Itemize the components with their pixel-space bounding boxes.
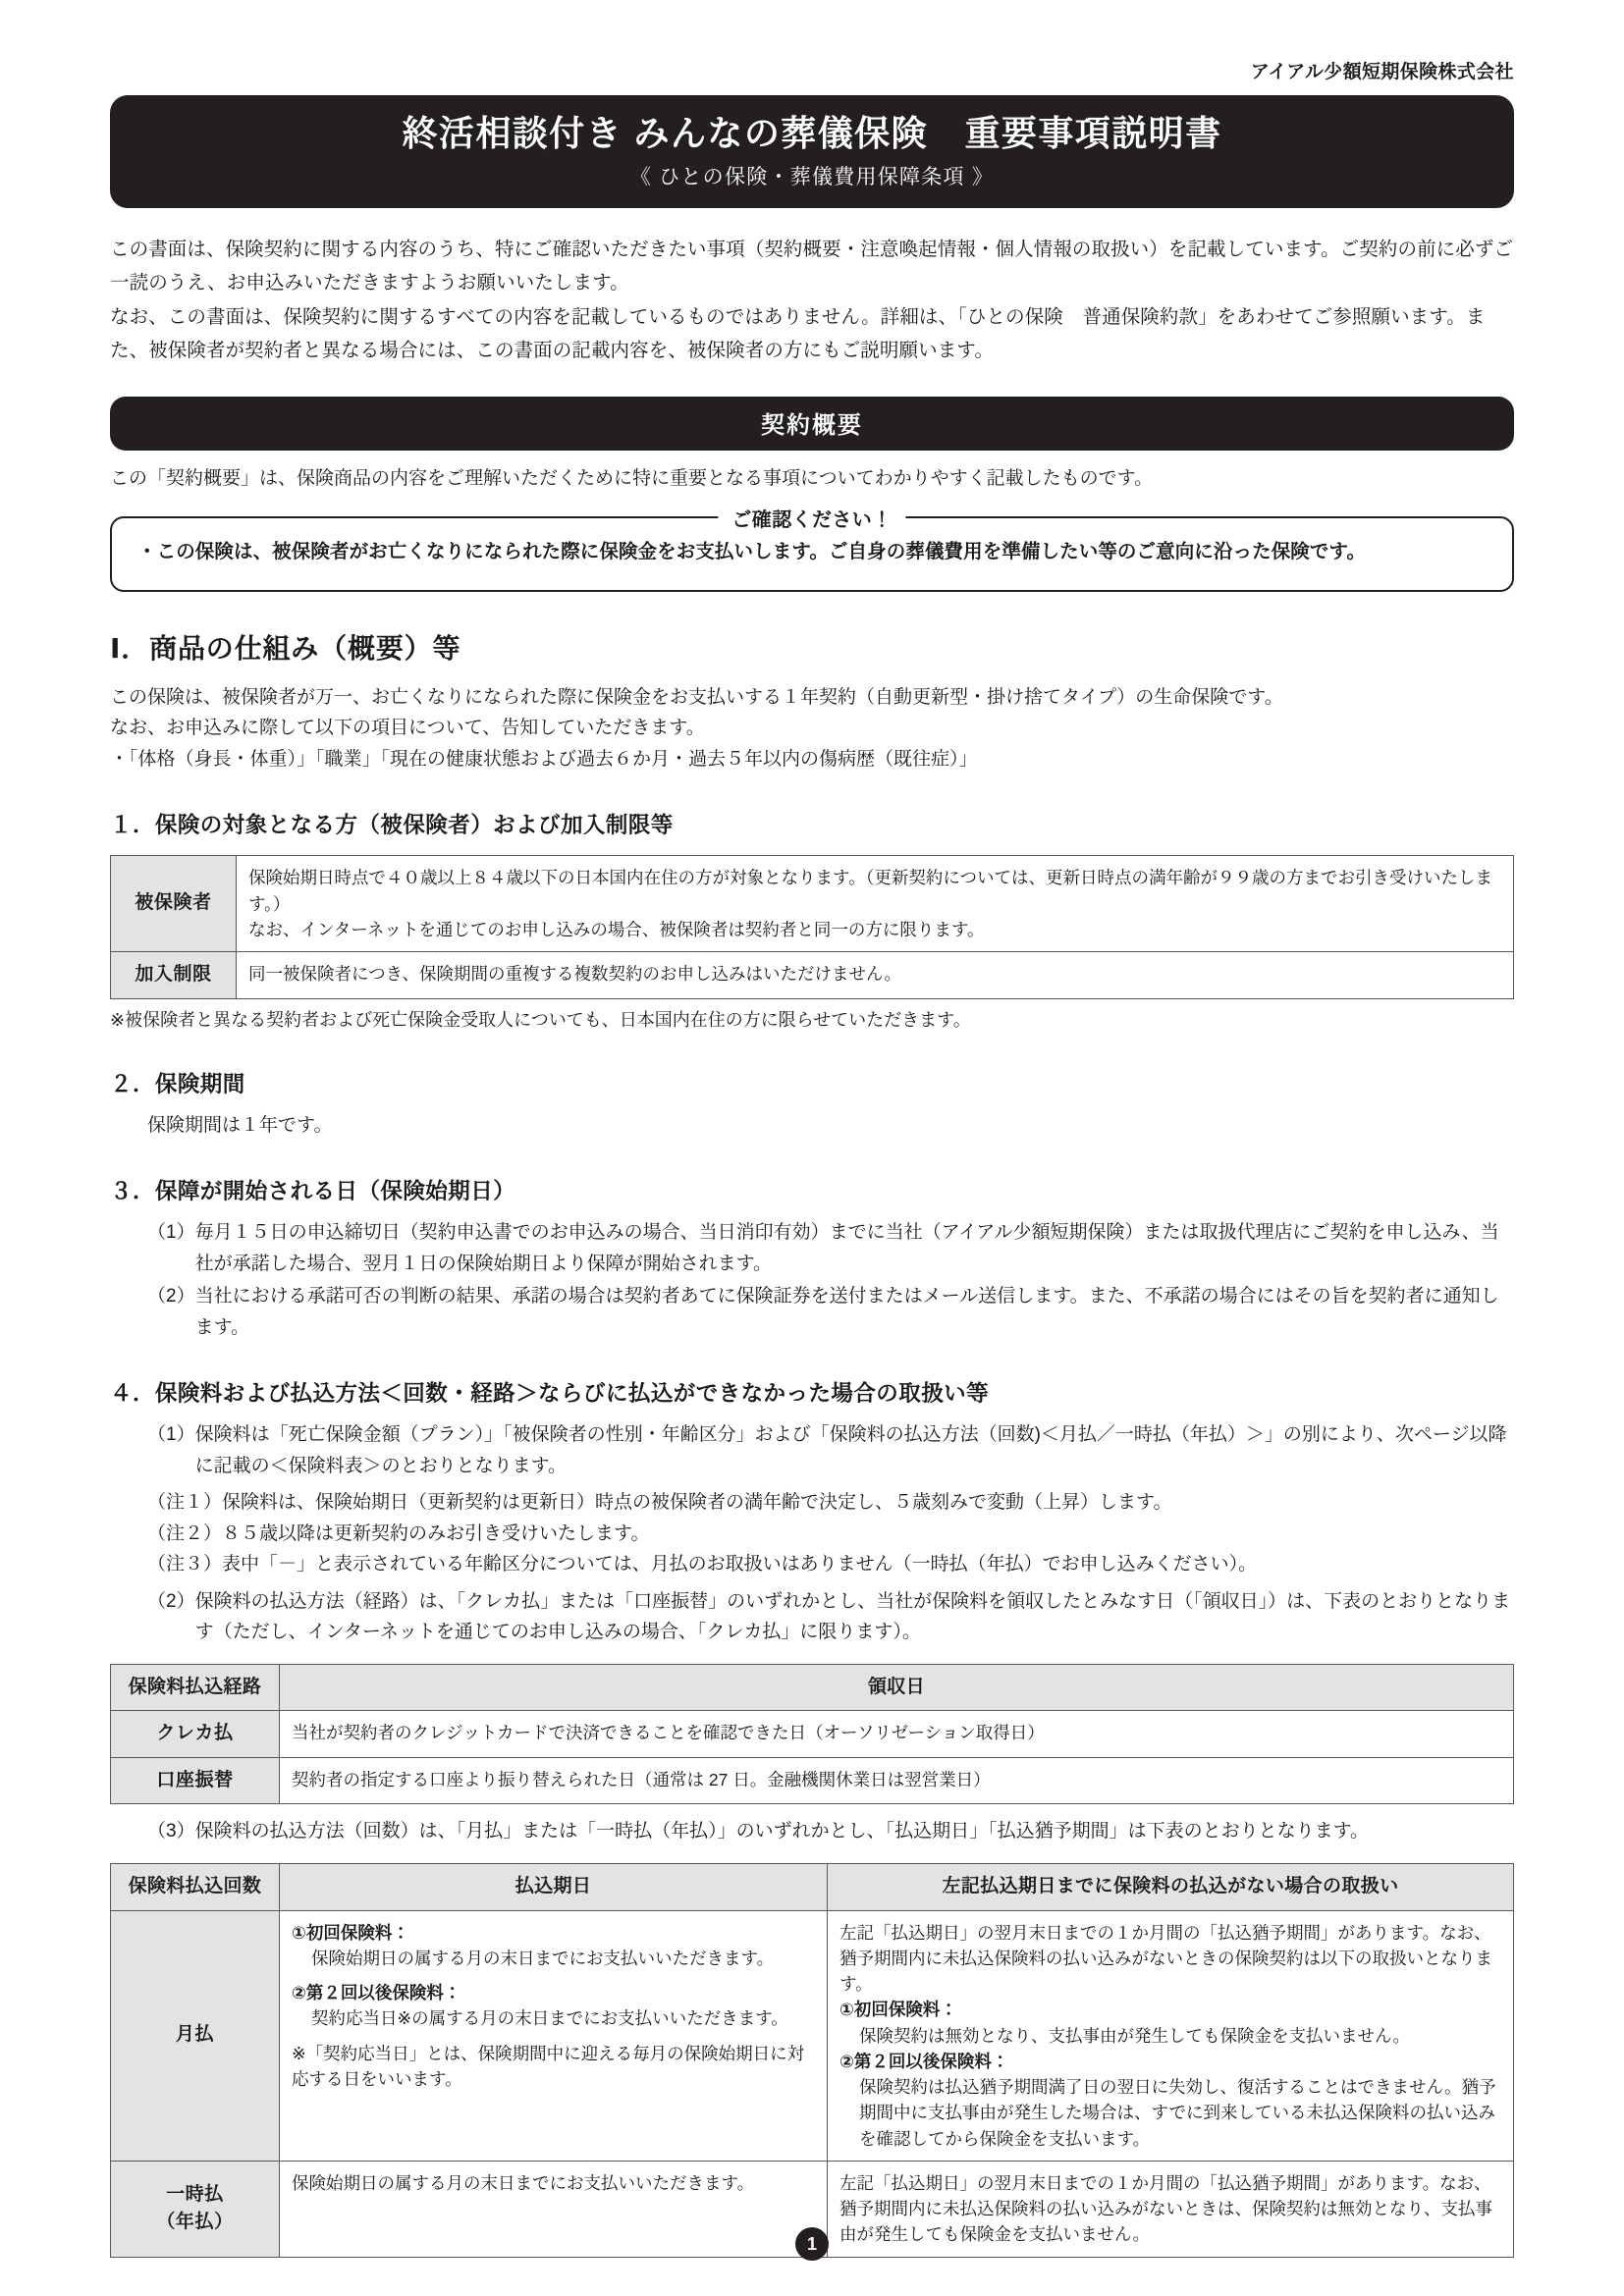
monthly-due-text-1: 保険始期日の属する月の末日までにお支払いいただきます。 <box>311 1948 775 1968</box>
chapter-1-line-3: ・「体格（身長・体重）」「職業」「現在の健康状態および過去６か月・過去５年以内の傷病歴（既往症）」 <box>110 748 978 770</box>
monthly-unpaid-head-2: ②第２回以後保険料： <box>839 2051 1009 2071</box>
route-credit-label: クレカ払 <box>111 1711 280 1758</box>
chapter-1-body <box>110 682 1514 775</box>
freq-lumpsum-due: 保険始期日の属する月の末日までにお支払いいただきます。 <box>280 2161 828 2257</box>
table-row <box>111 856 1514 952</box>
section-3-item-2-marker: （2） <box>147 1286 195 1308</box>
section-4-note-2: （注２）８５歳以降は更新契約のみお引き受けいたします。 <box>147 1522 650 1544</box>
list-item <box>147 1217 1514 1279</box>
freq-monthly-due <box>280 1910 828 2161</box>
section-2-body <box>110 1110 1514 1142</box>
freq-lumpsum-unpaid: 左記「払込期日」の翌月末日までの１か月間の「払込猶予期間」があります。なお、猶予期間内に未払込保険料の払い込みがないときは、保険契約は無効となり、支払事由が発生しても保険金を支払いません。 <box>828 2161 1514 2257</box>
section-1-heading: １．保険の対象となる方（被保険者）および加入制限等 <box>110 813 674 838</box>
section-bar-overview: 契約概要 <box>110 397 1514 451</box>
freq-lumpsum-label-line-2: （年払） <box>156 2212 234 2233</box>
section-4-item-3-marker: （3） <box>147 1821 195 1842</box>
lead-paragraph-1: この書面は、保険契約に関する内容のうち、特にご確認いただきたい事項（契約概要・注意喚起情報・個人情報の取扱い）を記載しています。ご契約の前に必ずご一読のうえ、お申込みいただきますようお願いいたします。 <box>110 239 1514 294</box>
list-item <box>147 1586 1514 1648</box>
insured-value <box>237 856 1514 952</box>
section-3-body <box>110 1217 1514 1343</box>
section-4-note-1: （注１）保険料は、保険始期日（更新契約は更新日）時点の被保険者の満年齢で決定し、５歳刻みで変動（上昇）します。 <box>147 1492 1172 1514</box>
freq-monthly-unpaid <box>828 1910 1514 2161</box>
section-4-heading: ４．保険料および払込方法＜回数・経路＞ならびに払込ができなかった場合の取扱い等 <box>110 1381 990 1407</box>
monthly-due-head-1: ①初回保険料： <box>292 1922 409 1943</box>
table-header-row <box>111 1864 1514 1911</box>
table-row <box>111 952 1514 999</box>
monthly-unpaid-intro: 左記「払込期日」の翌月末日までの１か月間の「払込猶予期間」があります。なお、猶予期間内に未払込保険料の払い込みがないときの保険契約は以下の取扱いとなります。 <box>839 1922 1492 1995</box>
chapter-1-line-1: この保険は、被保険者が万一、お亡くなりになられた際に保険金をお支払いする１年契約（自動更新型・掛け捨てタイプ）の生命保険です。 <box>110 686 1283 708</box>
company-name: アイアル少額短期保険株式会社 <box>1250 62 1514 82</box>
insured-person-table <box>110 855 1514 998</box>
route-credit-value: 当社が契約者のクレジットカードで決済できることを確認できた日（オーソリゼーション取得日） <box>280 1711 1514 1758</box>
unpaid-col-header: 左記払込期日までに保険料の払込がない場合の取扱い <box>828 1864 1514 1911</box>
insured-value-line-2: なお、インターネットを通じてのお申し込みの場合、被保険者は契約者と同一の方に限ります。 <box>248 919 985 939</box>
monthly-unpaid-head-1: ①初回保険料： <box>839 2000 957 2020</box>
page-title: 終活相談付き みんなの葬儀保険 重要事項説明書 <box>402 113 1222 153</box>
section-2-heading: ２．保険期間 <box>110 1071 245 1096</box>
section-4-item-1-text: 保険料は「死亡保険金額（プラン）」「被保険者の性別・年齢区分」および「保険料の払込方法（回数)＜月払／一時払（年払）＞」の別により、次ページ以降に記載の＜保険料表＞のとおりとなります。 <box>194 1424 1507 1476</box>
page-subtitle: 《 ひとの保険・葬儀費用保障条項 》 <box>629 166 995 188</box>
confirm-callout <box>110 508 1514 592</box>
monthly-unpaid-text-1: 保険契約は無効となり、支払事由が発生しても保険金を支払いません。 <box>859 2025 1411 2046</box>
enrollment-limit-label: 加入制限 <box>111 952 237 999</box>
section-4-note-3: （注３）表中「－」と表示されている年齢区分については、月払のお取扱いはありません（一時払（年払）でお申し込みください）。 <box>147 1554 1258 1575</box>
enrollment-limit-value: 同一被保険者につき、保険期間の重複する複数契約のお申し込みはいただけません。 <box>237 952 1514 999</box>
section-4-item-2-text: 保険料の払込方法（経路）は、「クレカ払」または「口座振替」のいずれかとし、当社が保険料を領収したとみなす日（「領収日」）は、下表のとおりとなります（ただし、インターネットを通じてのお申し込みの場合、「クレカ払」に限ります）。 <box>194 1590 1511 1643</box>
due-date-col-header: 払込期日 <box>280 1864 828 1911</box>
lead-paragraph-2: なお、この書面は、保険契約に関するすべての内容を記載しているものではありません。詳細は、「ひとの保険 普通保険約款」をあわせてご参照願います。また、被保険者が契約者と異なる場合には、この書面の記載内容を、被保険者の方にもご説明願います。 <box>110 306 1486 361</box>
section-2-text: 保険期間は１年です。 <box>147 1114 333 1136</box>
insured-label: 被保険者 <box>111 856 237 952</box>
chapter-1-line-2: なお、お申込みに際して以下の項目について、告知していただきます。 <box>110 718 705 739</box>
page-footer <box>0 2227 1624 2261</box>
section-4-item-1-marker: （1） <box>147 1424 195 1446</box>
monthly-due-note: ※「契約応当日」とは、保険期間中に迎える毎月の保険始期日に対応する日をいいます。 <box>292 2043 805 2089</box>
table-row <box>111 1757 1514 1804</box>
document-title-banner <box>110 95 1514 208</box>
section-4-body <box>110 1419 1514 1648</box>
list-item <box>147 1816 1514 1847</box>
section-3-heading: ３．保障が開始される日（保険始期日） <box>110 1179 516 1204</box>
freq-lumpsum-label-line-1: 一時払 <box>166 2183 224 2205</box>
confirm-callout-body: ・この保険は、被保険者がお亡くなりになられた際に保険金をお支払いします。ご自身の葬儀費用を準備したい等のご意向に沿った保険です。 <box>137 540 1367 562</box>
route-bank-value: 契約者の指定する口座より振り替えられた日（通常は 27 日。金融機関休業日は翌営業日） <box>280 1757 1514 1804</box>
page-number-badge: 1 <box>795 2227 829 2261</box>
table-header-row <box>111 1664 1514 1711</box>
list-item <box>147 1419 1514 1481</box>
table-row <box>111 1711 1514 1758</box>
route-col-header: 保険料払込経路 <box>111 1664 280 1711</box>
monthly-due-head-2: ②第２回以後保険料： <box>292 1983 461 2003</box>
payment-frequency-table <box>110 1863 1514 2258</box>
list-item <box>147 1281 1514 1343</box>
overview-note: この「契約概要」は、保険商品の内容をご理解いただくために特に重要となる事項についてわかりやすく記載したものです。 <box>110 468 1154 490</box>
table-row <box>111 1910 1514 2161</box>
section-4-item-3-text: 保険料の払込方法（回数）は、「月払」または「一時払（年払）」のいずれかとし、「払込期日」「払込猶予期間」は下表のとおりとなります。 <box>194 1821 1370 1842</box>
section-3-item-2-text: 当社における承諾可否の判断の結果、承諾の場合は契約者あてに保険証券を送付またはメール送信します。また、不承諾の場合にはその旨を契約者に通知します。 <box>194 1286 1499 1338</box>
lead-paragraphs <box>110 234 1514 367</box>
confirm-callout-legend: ご確認ください！ <box>718 504 905 532</box>
section-3-item-1-marker: （1） <box>147 1222 195 1244</box>
route-bank-label: 口座振替 <box>111 1757 280 1804</box>
section-1-note: ※被保険者と異なる契約者および死亡保険金受取人についても、日本国内在住の方に限らせていただきます。 <box>110 1009 971 1030</box>
insured-value-line-1: 保険始期日時点で４０歳以上８４歳以下の日本国内在住の方が対象となります。（更新契約については、更新日時点の満年齢が９９歳の方までお引き受けいたします。） <box>248 868 1492 914</box>
monthly-due-text-2: 契約応当日※の属する月の末日までにお支払いいただきます。 <box>311 2008 788 2029</box>
freq-col-header: 保険料払込回数 <box>111 1864 280 1911</box>
section-4-item-3-wrap <box>110 1816 1514 1847</box>
section-4-item-2-marker: （2） <box>147 1590 195 1612</box>
payment-route-table <box>110 1664 1514 1805</box>
monthly-unpaid-text-2: 保険契約は払込猶予期間満了日の翌日に失効し、復活することはできません。猶予期間中に支払事由が発生した場合は、すでに到来している未払込保険料の払い込みを確認してから保険金を支払います。 <box>859 2077 1496 2149</box>
receipt-date-col-header: 領収日 <box>280 1664 1514 1711</box>
section-3-item-1-text: 毎月１５日の申込締切日（契約申込書でのお申込みの場合、当日消印有効）までに当社（アイアル少額短期保険）または取扱代理店にご契約を申し込み、当社が承諾した場合、翌月１日の保険始期日より保障が開始されます。 <box>194 1222 1499 1274</box>
freq-monthly-label: 月払 <box>111 1910 280 2161</box>
chapter-1-heading: Ⅰ．商品の仕組み（概要）等 <box>110 632 461 664</box>
